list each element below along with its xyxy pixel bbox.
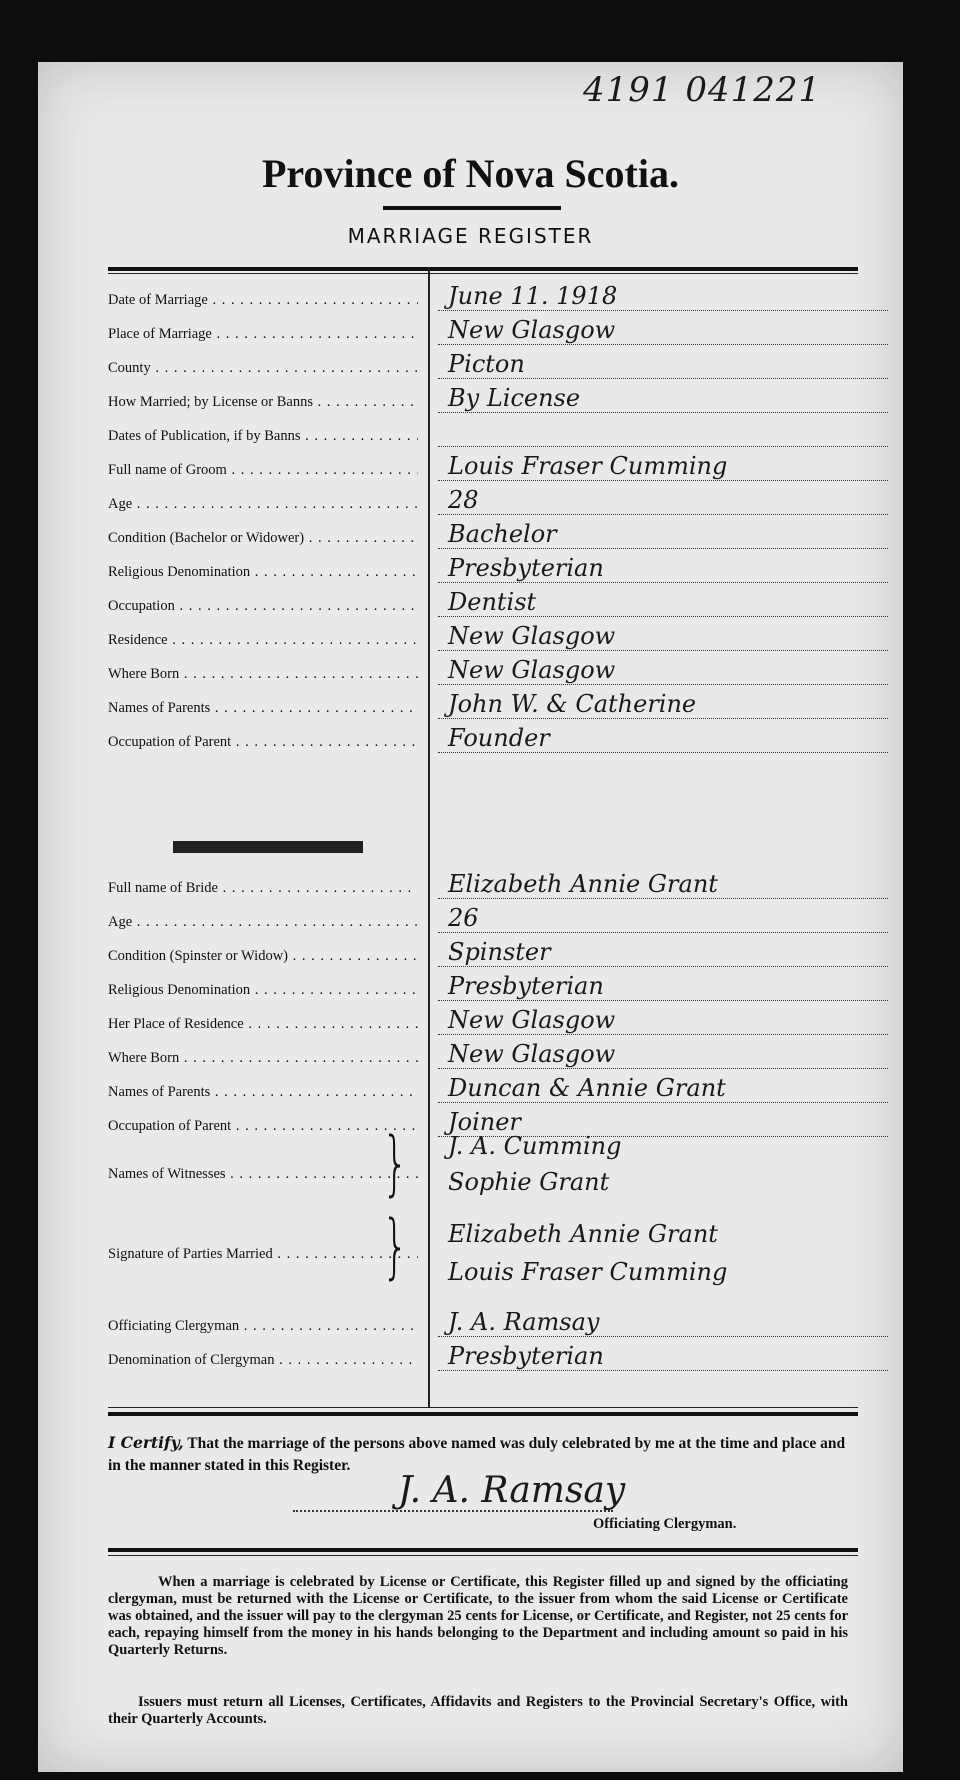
field-value: John W. & Catherine (448, 690, 697, 718)
field-value: Presbyterian (448, 1342, 604, 1370)
field-value: Elizabeth Annie Grant (448, 870, 718, 898)
field-label: Residence . . . (108, 632, 418, 649)
field-groom-religion (108, 554, 888, 584)
notice-rule-thin (108, 1555, 858, 1556)
top-rule (108, 267, 858, 271)
field-label: Occupation . . . (108, 598, 418, 615)
field-groom-parent-occupation (108, 724, 888, 754)
field-groom-name (108, 452, 888, 482)
field-clergy-denomination (108, 1342, 888, 1372)
bride-signature-value: Elizabeth Annie Grant (448, 1220, 718, 1248)
field-label: Age . . . (108, 914, 418, 931)
section-divider-bar (173, 841, 363, 853)
field-label: Religious Denomination . . . (108, 564, 418, 581)
witnesses-brace: } (381, 1122, 409, 1204)
field-value: Joiner (448, 1108, 521, 1136)
field-label: Names of Witnesses . . . (108, 1166, 418, 1183)
field-label: Age . . . (108, 496, 418, 513)
register-subtitle: MARRIAGE REGISTER (347, 224, 594, 248)
witness-1-value: J. A. Cumming (448, 1132, 622, 1160)
field-bride-parents (108, 1074, 888, 1104)
field-witnesses (108, 1132, 888, 1196)
field-value: J. A. Ramsay (448, 1308, 600, 1336)
field-label: County . . . (108, 360, 418, 377)
field-groom-birthplace (108, 656, 888, 686)
certify-rule-thin (108, 1407, 858, 1408)
field-value: Louis Fraser Cumming (448, 452, 728, 480)
field-how-married (108, 384, 888, 414)
certify-rule (108, 1412, 858, 1416)
field-label: Names of Parents . . . (108, 700, 418, 717)
field-dates-of-publication (108, 424, 888, 448)
field-label: Denomination of Clergyman . . . (108, 1352, 418, 1369)
field-value: Picton (448, 350, 525, 378)
field-value: Presbyterian (448, 972, 604, 1000)
field-label: Dates of Publication, if by Banns . . . (108, 428, 418, 445)
field-county (108, 350, 888, 380)
field-groom-parents (108, 690, 888, 720)
field-bride-birthplace (108, 1040, 888, 1070)
issuers-note: Issuers must return all Licenses, Certificates, Affidavits and Registers to the Provincial Secretary's Office, with their Quarterly Accounts. (108, 1694, 848, 1727)
witness-2-value: Sophie Grant (448, 1168, 610, 1196)
field-label: Occupation of Parent . . . (108, 1118, 418, 1135)
field-label: Full name of Groom . . . (108, 462, 418, 479)
field-bride-age (108, 904, 888, 934)
field-groom-occupation (108, 588, 888, 618)
field-value: New Glasgow (448, 316, 616, 344)
field-label: Condition (Spinster or Widow) . . . (108, 948, 418, 965)
field-bride-residence (108, 1006, 888, 1036)
field-value: Presbyterian (448, 554, 604, 582)
certify-lead: I Certify, (108, 1433, 184, 1452)
field-bride-condition (108, 938, 888, 968)
field-label: Full name of Bride . . . (108, 880, 418, 897)
field-label: Signature of Parties Married . . . (108, 1246, 418, 1263)
field-label: Occupation of Parent . . . (108, 734, 418, 751)
certify-body: That the marriage of the persons above named was duly celebrated by me at the time and place and in the manner stated in this Register. (108, 1435, 846, 1474)
field-label: Religious Denomination . . . (108, 982, 418, 999)
page-title: Province of Nova Scotia. (262, 151, 679, 196)
field-value: New Glasgow (448, 1040, 616, 1068)
field-label: Place of Marriage . . . (108, 326, 418, 343)
field-value: New Glasgow (448, 656, 616, 684)
field-value: New Glasgow (448, 622, 616, 650)
field-label: Her Place of Residence . . . (108, 1016, 418, 1033)
reference-numbers: 4191 041221 (583, 70, 822, 110)
title-rule (383, 206, 561, 210)
top-rule-thin (108, 273, 858, 274)
field-label: Date of Marriage . . . (108, 292, 418, 309)
field-groom-age (108, 486, 888, 516)
field-value: 26 (448, 904, 479, 932)
clergyman-signature: J. A. Ramsay (398, 1470, 626, 1511)
field-groom-condition (108, 520, 888, 550)
field-bride-name (108, 870, 888, 900)
field-bride-religion (108, 972, 888, 1002)
field-label: Names of Parents . . . (108, 1084, 418, 1101)
field-label: How Married; by License or Banns . . . (108, 394, 418, 411)
return-notice: When a marriage is celebrated by License or Certificate, this Register filled up and signed by the officiating clergyman, must be returned with the License or Certificate, to the issuer from whom the said License or Certificate was obtained, and the issuer will pay to the clergyman 25 cents for License, or Certificate, and Register, not 25 cents for each, repaying himself from the money in his hands belonging to the Department and including amount so paid in his Quarterly Returns. (108, 1574, 848, 1658)
field-value: Dentist (448, 588, 537, 616)
field-value: June 11. 1918 (448, 282, 618, 310)
field-value: Duncan & Annie Grant (448, 1074, 726, 1102)
field-place-of-marriage (108, 316, 888, 346)
groom-signature-value: Louis Fraser Cumming (448, 1258, 728, 1286)
field-signatures (108, 1220, 888, 1286)
field-value: Spinster (448, 938, 551, 966)
field-label: Where Born . . . (108, 1050, 418, 1067)
field-value: Founder (448, 724, 550, 752)
field-date-of-marriage (108, 282, 888, 312)
field-value: Bachelor (448, 520, 557, 548)
marriage-register-document (38, 62, 903, 1772)
signatures-brace: } (381, 1205, 409, 1287)
field-officiating-clergyman (108, 1308, 888, 1338)
signer-label: Officiating Clergyman. (593, 1516, 737, 1532)
field-value: By License (448, 384, 581, 412)
field-label: Officiating Clergyman . . . (108, 1318, 418, 1335)
field-label: Condition (Bachelor or Widower) . . . (108, 530, 418, 547)
field-groom-residence (108, 622, 888, 652)
field-value: New Glasgow (448, 1006, 616, 1034)
notice-rule (108, 1548, 858, 1552)
field-value: 28 (448, 486, 479, 514)
field-label: Where Born . . . (108, 666, 418, 683)
